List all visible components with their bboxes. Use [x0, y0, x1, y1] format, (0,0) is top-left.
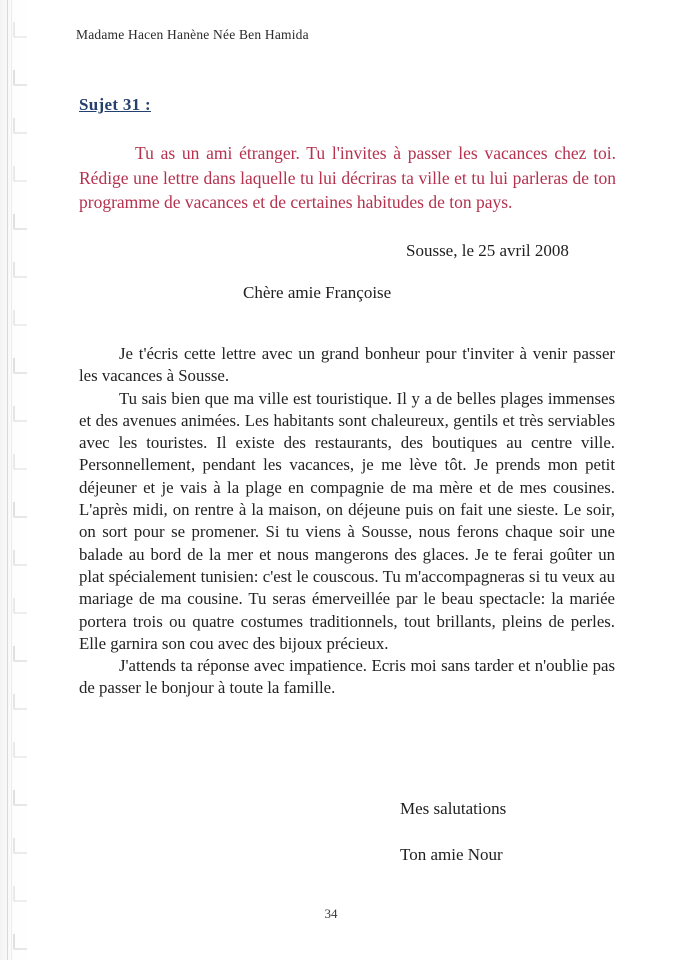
author-header: Madame Hacen Hanène Née Ben Hamida	[76, 27, 309, 42]
binder-mark	[13, 934, 27, 950]
binder-mark	[13, 502, 27, 518]
binder-mark	[13, 886, 27, 902]
binder-mark	[13, 214, 27, 230]
binder-mark	[13, 118, 27, 134]
binder-mark	[13, 454, 27, 470]
binder-mark	[13, 262, 27, 278]
letter-date-line: Sousse, le 25 avril 2008	[406, 241, 569, 260]
binder-mark	[13, 742, 27, 758]
binder-mark	[13, 406, 27, 422]
exercise-prompt: Tu as un ami étranger. Tu l'invites à passer les vacances chez toi. Rédige une lettre dans laquelle tu lui décriras ta ville et tu lui parleras de ton programme de vacances et de certaines habitudes de ton pays.	[79, 143, 616, 212]
binder-mark	[13, 646, 27, 662]
page-edge-line	[7, 0, 8, 960]
binder-mark	[13, 694, 27, 710]
binder-mark	[13, 790, 27, 806]
subject-label: Sujet 31 :	[79, 95, 151, 114]
binder-mark	[13, 598, 27, 614]
binder-mark	[13, 550, 27, 566]
binder-mark	[13, 358, 27, 374]
binder-mark	[13, 22, 27, 38]
binder-mark	[13, 166, 27, 182]
letter-paragraph: Tu sais bien que ma ville est touristique. Il y a de belles plages immenses et des avenues animées. Les habitants sont chaleureux, gentils et très serviables avec les touristes. Il existe des restaurants, des boutiques au centre ville. Personnellement, pendant les vacances, je me lève tôt. Je prends mon petit déjeuner et je vais à la plage en compagnie de ma mère et de mes cousines. L'après midi, on rentre à la maison, on déjeune puis on fait une sieste. Le soir, on sort pour se promener. Si tu viens à Sousse, nous ferons chaque soir une balade au bord de la mer et nous mangerons des glaces. Je te ferai goûter un plat spécialement tunisien: c'est le couscous. Tu m'accompagneras si tu veux au mariage de ma cousine. Tu seras émerveillée par le beau spectacle: la mariée portera trois ou quatre costumes traditionnels, tout brillants, pleins de perles. Elle garnira son cou avec des bijoux précieux.	[79, 388, 615, 653]
binder-mark	[13, 70, 27, 86]
letter-paragraph: J'attends ta réponse avec impatience. Ecris moi sans tarder et n'oublie pas de passer le bonjour à toute la famille.	[79, 656, 615, 698]
binder-mark	[13, 310, 27, 326]
page-number: 34	[324, 906, 338, 921]
letter-body	[79, 343, 615, 700]
page-edge-line-inner	[11, 0, 12, 960]
letter-paragraph: Je t'écris cette lettre avec un grand bonheur pour t'inviter à venir passer les vacances à Sousse.	[79, 344, 615, 386]
letter-signature: Ton amie Nour	[400, 845, 503, 864]
letter-salutation: Chère amie Françoise	[243, 283, 392, 302]
letter-closing: Mes salutations	[400, 799, 507, 818]
binder-mark	[13, 838, 27, 854]
